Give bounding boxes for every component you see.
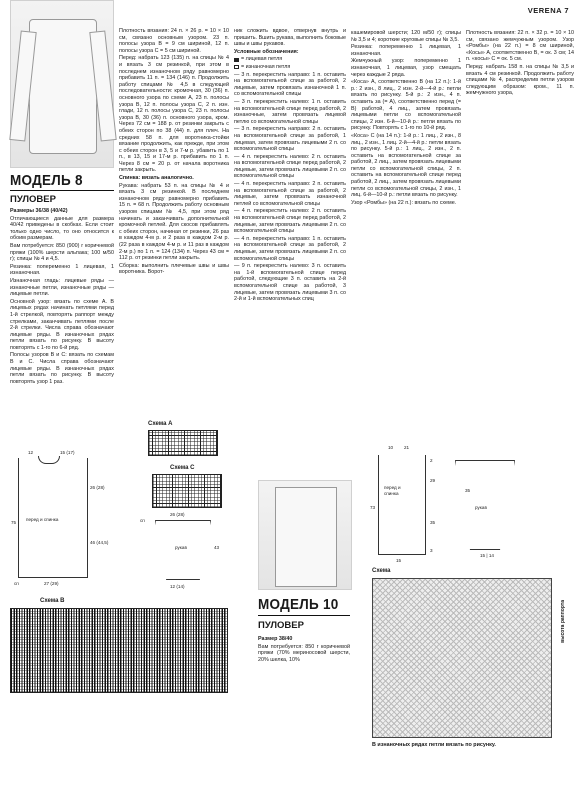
dim-label: 27 (29) bbox=[44, 581, 59, 586]
dim-label: 12 bbox=[28, 450, 34, 455]
legend-row bbox=[234, 64, 346, 71]
scheme-c-chart bbox=[152, 474, 222, 508]
paragraph: Перед: набрать 123 (135) п. на спицы № 4 и вязать 3 см резинкой, при этом в последнем изнаночном ряду равномерно прибавить 11 п. = 134 (146) п. Продолжить работу спицами № 4,5 в следующей последовательности: кромочная, 30 (36) п. основного узора по схеме А, 23 п. полосы узора В, 12 п. полосы узора С, 2 п. изн. глади, 12 п. полосы узора С, 23 п. полосы узора В, 30 (36) п. основного узора, кром. Через 72 см = 188 р. от резинки закрыть с обеих сторон по 38 (44) п. для плеч. На средних 58 п. для воротника-стойки вязание продолжить, как прежде, при этом с обеих сторон в 3, 5 и 7-м р. убавить по 1 п., в 13, 15 и 17-м р. прибавить по 1 п. Через 8 см = 20 р. от начала воротника петли закрыть. bbox=[119, 55, 229, 174]
model8-instructions bbox=[119, 28, 229, 277]
dim-label: рукав bbox=[175, 545, 187, 550]
dim-label: 15 (17) bbox=[60, 450, 75, 455]
paragraph: «Коса» С (на 14 п.): 1-й р.: 1 лиц., 2 изн., 8 лиц., 2 изн., 1 лиц. 2-й—4-й р.: петли вязать по рисунку. 5-й р.: 1 лиц., 2 изн., 2 п. оставить на вспомогательной спице за работой, 2 лиц., затем провязать лицевыми петли со вспомогательной спицы, 2 п. оставить на вспомогательной спице перед работой, 2 лиц., затем провязать лицевыми петли со вспомогательной спицы, 2 изн., 1 лиц. 6-й—10-й р.: петли вязать по рисунку. bbox=[351, 132, 462, 199]
purl-symbol-icon bbox=[234, 65, 239, 69]
legend-text: — 3 п. перекрестить налево: 1 п. оставить на вспомогательной спице перед работой, 2 изнаночные, затем провязать лицевой петлю со вспомогательной спицы bbox=[234, 98, 346, 125]
paragraph: Вам потребуется: 850 г коричневой пряжи (70% мериносовой шерсти, 20% шелка, 10% bbox=[258, 643, 350, 663]
model8-subtitle: ПУЛОВЕР bbox=[10, 194, 56, 205]
paragraph: Отличающиеся данные для размера 40/42 приведены в скобках. Если стоит только одно число, то оно относится к обоим размерам. bbox=[10, 215, 114, 242]
legend-column bbox=[234, 28, 346, 304]
legend-text: — 4 п. перекрестить налево: 2 п. оставить на вспомогательной спице перед работой, 2 лицевые, затем провязать лицевыми 2 п. со вспомогательной спицы bbox=[234, 208, 346, 235]
paragraph: Спинка: вязать аналогично. bbox=[119, 175, 194, 182]
dim-label: 21 bbox=[404, 445, 410, 450]
scheme-a-chart bbox=[148, 430, 218, 456]
paragraph: ник сложить вдвое, отвернув внутрь и пришить. Вшить рукава, выполнить боковые швы и швы рукавов. bbox=[234, 28, 346, 48]
legend-text: — 4 п. перекрестить налево: 2 п. оставить на вспомогательной спице перед работой, 2 лицевые, затем провязать лицевыми 2 п. со вспомогательной спицы bbox=[234, 153, 346, 180]
scheme-b-label: Схема В bbox=[40, 598, 65, 604]
divider bbox=[258, 615, 350, 616]
rhombus-chart bbox=[372, 578, 552, 738]
dim-label: 35 bbox=[430, 520, 436, 525]
legend-text: = изнаночная петля bbox=[241, 63, 291, 70]
paragraph: Резинка: попеременно 1 лицевая, 1 изнаночная. bbox=[351, 44, 461, 57]
paragraph: Резинка: попеременно 1 лицевая, 1 изнаночная. bbox=[10, 263, 114, 277]
sizes: Размеры 36/38 (40/42) bbox=[10, 208, 68, 214]
legend-title: Условные обозначения: bbox=[234, 48, 299, 55]
paragraph: Полосы узоров В и С: вязать по схемам В и С. Числа справа обозначают лицевые ряды. В изнаночных рядах петли вязать по рисунку. В высоту повторять узор 1 раз. bbox=[10, 352, 114, 385]
dim-label: 35 bbox=[465, 488, 471, 493]
scheme-b-chart bbox=[10, 608, 228, 693]
legend-text: — 3 п. перекрестить направо: 1 п. оставить на вспомогательной спице за работой, 2 лицевые, затем провязать изнаночной 1 п. со вспомогательной спицы bbox=[234, 71, 346, 98]
legend-row bbox=[234, 56, 346, 63]
dim-label: сп bbox=[14, 581, 19, 586]
model8-title: МОДЕЛЬ 8 bbox=[10, 172, 83, 189]
paragraph: кашемировой шерсти; 120 м/50 г); спицы № 3,5 и 4; короткие круговые спицы № 3,5. bbox=[351, 30, 461, 43]
dim-label: 43 bbox=[214, 545, 220, 550]
front-back-schematic bbox=[378, 455, 426, 555]
legend-text: — 4 п. перекрестить направо: 2 п. оставить на вспомогательной спице за работой, 2 лицевые, затем провязать изнаночной петлей со вспомогательной спицы bbox=[234, 181, 346, 207]
dim-label: 75 bbox=[11, 520, 17, 525]
knit-symbol-icon bbox=[234, 58, 239, 62]
dim-label: 29 bbox=[430, 478, 436, 483]
model10-instructions bbox=[351, 30, 461, 207]
paragraph: Плотность вязания: 22 п. × 32 р. = 10 × 10 см, связано жемчужным узором. Узор «Ромбы» (на 22 п.) = 8 см шириной, «Косы» А, соответственно В, = ок. 3 см; 14 п. «косы» С = ок. 5 см. bbox=[466, 30, 574, 63]
dim-label: 26 (28) bbox=[170, 512, 185, 517]
sweater-sketch bbox=[275, 487, 337, 587]
model10-instructions-2 bbox=[466, 30, 574, 98]
legend-text: — 4 п. перекрестить направо: 1 п. оставить на вспомогательной спице за работой, 2 лицевые, затем провязать лицевыми 2 п. со вспомогательной спицы bbox=[234, 235, 346, 262]
paragraph: Узор «Ромбы» (на 22 п.): вязать по схеме. bbox=[351, 199, 457, 206]
dim-label: перед и спинка bbox=[384, 485, 401, 496]
rhombus-note: В изнаночных рядах петли вязать по рисунку. bbox=[372, 742, 496, 748]
dim-label: рукав bbox=[475, 505, 487, 510]
sizes: Размер 38/40 bbox=[258, 636, 293, 642]
paragraph: Жемчужный узор: попеременно 1 изнаночная, 1 лицевая, узор смещать через каждые 2 ряда. bbox=[351, 58, 461, 78]
legend-text: — 9 п. перекрестить налево: 3 п. оставить на 1-й вспомогательной спице перед работой, следующие 3 п. оставить на 2-й вспомогательной спице за работой, 3 лицевые, затем провязать лицевыми 3 п. со 2-й и 1-й вспомогательных спиц bbox=[234, 263, 346, 303]
paragraph: Сборка: выполнить плечевые швы и швы воротника. Ворот- bbox=[119, 262, 229, 276]
paragraph: «Коса» А, соответственно В (на 12 п.): 1-й р.: 2 изн., 8 лиц., 2 изн. 2-й—4-й р.: петли вязать по рисунку. 5-й р.: 2 изн., 4 п. оставить за (= А), соответственно перед (= В) работой, 4 лиц., затем провязать лицевыми петли со вспомогательной спицы, 2 изн. 6-й—10-й р.: петли вязать по рисунку. Повторять с 1-го по 10-й ряд. bbox=[351, 79, 461, 132]
paragraph: Изнаночная гладь: лицевые ряды — изнаночные петли, изнаночные ряды — лицевые петли. bbox=[10, 277, 114, 298]
dim-label: 10 bbox=[388, 445, 394, 450]
paragraph: Вам потребуется: 850 (900) г коричневой пряжи (100% шерсти альпака; 100 м/50 г); спицы № 4 и 4,5. bbox=[10, 242, 114, 263]
dim-label: 12 (14) bbox=[170, 584, 185, 589]
model10-subtitle: ПУЛОВЕР bbox=[258, 620, 304, 631]
legend-text: — 3 п. перекрестить направо: 2 п. оставить на вспомогательной спице за работой, 1 лицевая, затем провязать лицевыми 2 п. со вспомогательной спицы bbox=[234, 126, 346, 153]
scheme-a-label: Схема А bbox=[148, 421, 173, 427]
dim-label: 15 | 14 bbox=[480, 553, 494, 558]
page-header: VERENA 7 bbox=[527, 6, 569, 15]
dim-label: 3 bbox=[430, 548, 433, 553]
dim-label: 73 bbox=[370, 505, 376, 510]
dim-label: 15 bbox=[396, 558, 402, 563]
paragraph: Основной узор: вязать по схеме А. В лицевых рядах начинать петлями перед 1-й стрелкой, повторять раппорт между стрелками, заканчивать петлями после 2-й стрелки. Числа справа обозначают лицевые ряды. В изнаночных рядах петли вязать по рисунку. В высоту повторять с 1-го по 6-й ряд. bbox=[10, 298, 114, 351]
model10-title: МОДЕЛЬ 10 bbox=[258, 596, 339, 613]
legend-text: = лицевая петля bbox=[241, 56, 283, 63]
paragraph: Плотность вязания: 24 п. × 26 р. = 10 × 10 см, связано основным узором. 23 п. полосы узора В = 9 см шириной, 12 п. полосы узора С = 5 см шириной. bbox=[119, 28, 229, 54]
dim-label: перед и спинка bbox=[26, 517, 59, 522]
dim-label: 26 (28) bbox=[90, 485, 105, 490]
scheme-c-label: Схема С bbox=[170, 465, 195, 471]
dim-label: 46 (44,5) bbox=[90, 540, 109, 545]
paragraph: Перед: набрать 158 п. на спицы № 3,5 и вязать 4 см резинкой. Продолжить работу спицами № 4, распределив петли узоров следующим образом: кром., 11 п. жемчужного узора, bbox=[466, 63, 574, 97]
model8-photo bbox=[10, 0, 114, 168]
paragraph: Рукава: набрать 53 п. на спицы № 4 и вязать 3 см резинкой. В последнем изнаночном ряду равномерно прибавить 15 п. = 68 п. Продолжить работу основным узором спицами № 4,5, при этом ряд начинать и заканчивать дополнительной кромочной петлей. Для скосов прибавлять с обеих сторон, начиная от резинки, 26 раз в каждом 4-м р. и 2 раза в каждом 2-м р. (22 раза в каждом 4-м р. и 11 раз в каждом 2-м р.) по 1 п. = 124 (134) п. Через 43 см = 112 р. от резинки петли закрыть. bbox=[119, 182, 229, 262]
sweater-sketch bbox=[29, 19, 97, 154]
rapport-height-label: высота раппорта bbox=[560, 600, 566, 643]
divider bbox=[10, 190, 114, 191]
dim-label: 2 bbox=[430, 458, 433, 463]
model10-body bbox=[258, 636, 350, 664]
model8-body bbox=[10, 208, 114, 386]
model10-photo bbox=[258, 480, 352, 590]
dim-label: сп bbox=[140, 518, 145, 523]
rhombus-scheme-label: Схема bbox=[372, 568, 391, 574]
